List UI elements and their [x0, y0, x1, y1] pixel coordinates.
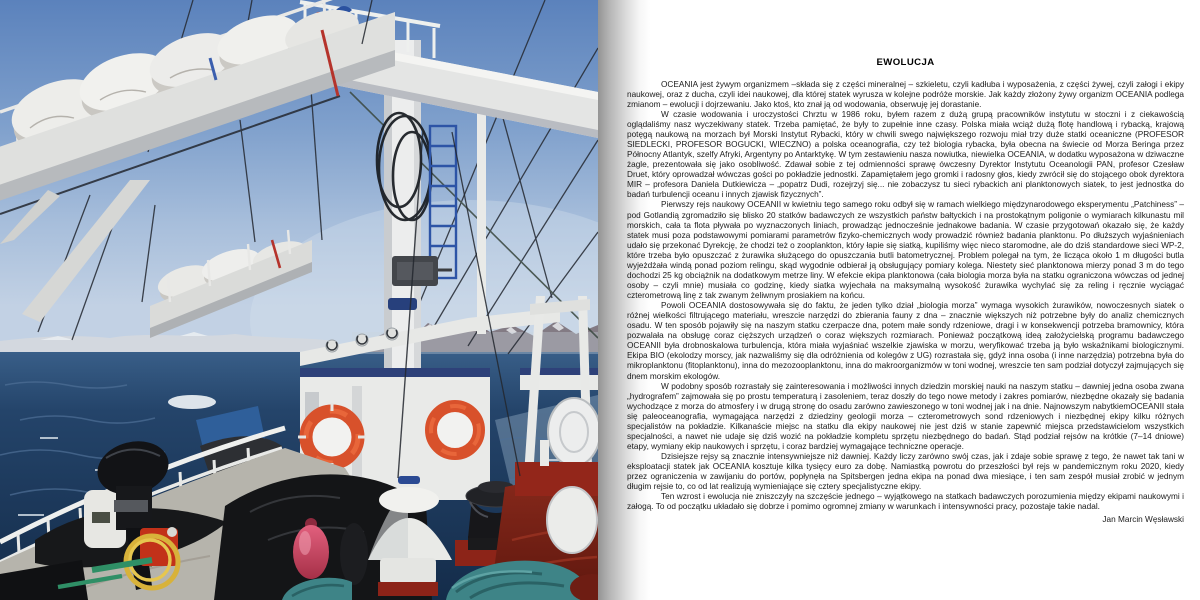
ship-photograph: [0, 0, 598, 600]
mast-blue-clamp: [388, 298, 417, 310]
dark-fender: [340, 523, 368, 585]
paragraph-5: W podobny sposób rozrastały się zainteresowania i możliwości innych dziedzin morskiej nauki na naszym statku – dawniej jedna osoba zwana „hydrografem” zajmowała się po prostu temperaturą i zasoleniem, teraz doszły do tego nowe metody i zakres pomiarów, niezbędne okazały się badania wychodzące z morza do atmosfery i w drugą stronę do osadu zarówno zawieszonego w toni wodnej jak i na dnie. Najnowszym nabytkiemOCEANII stała się paleoceanografia, wymagająca narzędzi z dziedziny geologii morza – czterometrowych sond rdzeniowych i niezbędnej ekipy kilku różnych specjalistów na pokładzie. Kilkanaście miejsc na statku dla ekipy naukowej nie jest dziś w stanie zapewnić miejsca przedstawicielom wszystkich specjalności, a nawet nie udaje się dziś wozić na pokładzie kompletu sprzętu niezbędnego do badań. Stąd podział rejsów na krótkie (7–14 dniowe) etapy, wymiany ekip naukowych i sprzętu, i coraz bardziej wymagające techniczne operacje.: [627, 381, 1184, 451]
paragraph-7: Ten wzrost i ewolucja nie zniszczyły na szczęście jednego – wyjątkowego na statkach badawczych porozumienia między ekipami naukowymi i załogą. To od początku układało się dobrze i pomimo ogromnej zmiany w warunkach i intensywności pracy, pozostaje takie nadal.: [627, 492, 1184, 512]
article: [627, 57, 1184, 525]
paragraph-4: Powoli OCEANIA dostosowywała się do faktu, że jeden tylko dział „biologia morza” wymaga wysokich żurawików, nowoczesnych siatek o różnej wielkości filtrującego materiału, wreszcie narzędzi do zbierania fauny z dna – znacznie większych niż potrzebne były do analiz chemicznych osadu. W ten sposób pojawiły się na naszym statku czerpacze dna, potem małe sondy rdzeniowe, dragi i w konsekwencji potrzeba bramownicy, która pozwalała na obsługę coraz cięższych urządzeń o coraz większych rozmiarach. Ponieważ początkową ideą założycielską programu badawczego OCEANII była drobnoskalowa turbulencja, która miała wyjaśniać wszelkie zjawiska w morzu, weryfikować trzeba ją było wskaźnikami biologicznymi. Ekipa BIO (ekolodzy morscy, jak nazwaliśmy się dla odróżnienia od kolegów z UG) rozrastała się, gdyż inna osoba (i inne narzędzia) potrzebna była do mikroplanktonu (fitoplanktonu), inna do mezozooplanktonu, inna do makroorganizmów w toni wodnej, wreszcie ten sam podział dotyczył zajmujących się dnem morskim ekologów.: [627, 301, 1184, 381]
winch-drum: [548, 398, 598, 466]
paragraph-2: W czasie wodowania i uroczystości Chrztu w 1986 roku, byłem razem z dużą grupą pracowników instytutu w stoczni i z ciekawością oglądaliśmy nasz wyczekiwany statek. Trzeba pamiętać, że były to zupełnie inne czasy. Polska miała wciąż dużą flotę handlową i rybacką, krajową potęgą naukową na morzach był Morski Instytut Rybacki, który w chwili swego największego rozwoju miał trzy duże statki oceaniczne (PROFESOR SIEDLECKI, PROFESOR BOGUCKI, WIECZNO) a polska oceanografia, czy też biologia rybacka, była obecna na świecie od Morza Beringa przez Północny Atlantyk, szelfy Afryki, Argentyny po Antarktykę. W tym zestawieniu nasza nowiutka, niewielka OCEANIA, w dodatku wyposażona w dziwaczne żagle, prezentowała się jako osobliwość. Zdawał sobie z tej odmienności sprawę ówczesny Dyrektor Instytutu Oceanologii PAN, profesor Czesław Druet, który oprowadzał wówczas gości po pokładzie jednostki. Zapamiętałem jego gromki i radosny głos, kiedy zwrócił się do stojącego obok dyrektora MIR – profesora Daniela Dutkiewicza – „popatrz Dudi, rozejrzyj się... nie zobaczysz tu sieci rybackich ani planktonowych siatek, to jest jednostka do badań turbulencji oceanu i innych zjawisk fizycznych”.: [627, 109, 1184, 200]
paragraph-6: Dzisiejsze rejsy są znacznie intensywniejsze niż dawniej. Każdy liczy zarówno swój czas, jak i zdaje sobie sprawę z tego, że nawet tak tani w eksploatacji statek jak OCEANIA kosztuje kilka tysięcy euro za dobę. Namiastką powrotu do przeszłości był rejs w pandemicznym roku 2020, kiedy przez ograniczenia w zawijaniu do portów, popłynęła na Spitsbergen jedna ekipa na ponad dwa miesiące, i ten sam zespół musiał zrobić w jednym długim rejsie to, co od lat realizują wymieniające się cztery specjalistyczne ekipy.: [627, 452, 1184, 492]
fuel-can-cap: [167, 527, 177, 537]
paragraph-3: Pierwszy rejs naukowy OCEANII w kwietniu tego samego roku odbył się w ramach wielkiego międzynarodowego eksperymentu „Patchiness” – pod Gotlandią zgromadziło się blisko 20 statków badawczych ze wszystkich państw bałtyckich i na prostokątnym poligonie o wymiarach kilkunastu mil morskich, cała ta flota pływała po wyznaczonych liniach, prowadząc jednocześnie jednakowe badania. W czasie przygotowań okazało się, że każdy statek musi poza podstawowymi pomiarami parametrów fizyko-chemicznych wody prowadzić również badania planktonu. Po dłuższych wyjaśnieniach udało się przekonać Dyrekcję, że chodzi też o zooplankton, który łapie się siatką, kupiliśmy więc nieco staromodne, ale do dziś standardowe sieci WP-2, które trzeba było opuszczać z żurawika służącego do opuszczania butli batometrycznej. Problem polegał na tym, że licząca około 1 m długości butla wyjeżdżała windą ponad poziom relingu, skąd wygodnie odbierał ją obsługujący pomiary kolega. Niestety sieć planktonowa mierzy ponad 3 m do tego dochodzi 25 kg obciążnik na dodatkowym metrze liny. W efekcie ekipa planktonowa (cała biologia morza była na statku ograniczona wówczas od jednej osoby – czyli mnie) musiała co godzinę, kiedy siatka wyjechała na maksymalną wysokość żurawika wychylać się za reling i ręcznie wyciągać czterometrową linę z tak zwanym żeliwnym prosiakiem na końcu.: [627, 200, 1184, 301]
ice-floe: [168, 395, 216, 409]
spare-drum: [547, 487, 597, 553]
article-title: EWOLUCJA: [876, 57, 935, 68]
deckhouse-navy-stripe: [300, 368, 490, 377]
lifebuoy-right: [425, 400, 485, 460]
author-signature: Jan Marcin Węsławski: [1102, 515, 1184, 525]
paragraph-1: OCEANIA jest żywym organizmem –składa się z części mineralnej – szkieletu, czyli kadłuba i wyposażenia, z części żywej, czyli załogi i ekipy naukowej, oraz z ducha, czyli idei naukowej, dla której statek wyrusza w kolejne podróże morskie. Jak każdy złożony żywy organizm OCEANIA podlega zmianom – ewolucji i dojrzewaniu. Jako ktoś, kto znał ją od wodowania, obserwuję jej dorastanie.: [627, 79, 1184, 109]
ship-photo-illustration: [0, 0, 598, 600]
